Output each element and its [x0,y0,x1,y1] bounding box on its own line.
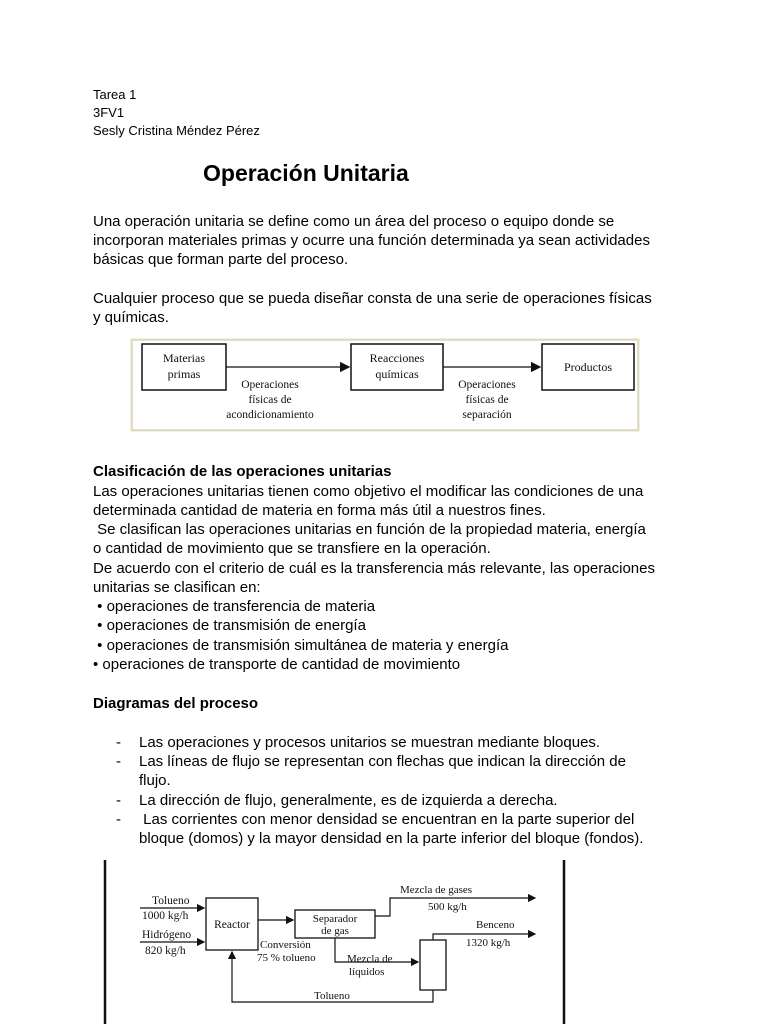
classification-bullet: • operaciones de transmisión de energía [93,617,366,634]
classification-line: determinada cantidad de materia en forma más útil a nuestros fines. [93,502,546,519]
classification-line: Las operaciones unitarias tienen como objetivo el modificar las condiciones de una [93,483,644,500]
classification-bullet: • operaciones de transporte de cantidad de movimiento [93,656,461,673]
gases-flow-label: 500 kg/h [428,901,467,913]
hidrogeno-label: Hidrógeno [142,929,192,941]
reactor-block [206,898,258,950]
hidrogeno-flow-label: 820 kg/h [145,945,186,957]
list-dash: - [116,734,121,751]
label2-line: Operaciones [458,379,516,391]
box3-label: Productos [564,360,612,374]
label2-line: físicas de [465,394,509,406]
mezcla-liquidos-line: líquidos [349,966,385,978]
list-item-cont: bloque (domos) y la mayor densidad en la parte inferior del bloque (fondos). [139,830,644,847]
box-materias-primas [142,344,226,390]
tolueno-in-label: Tolueno [152,895,190,907]
classification-line: unitarias se clasifican en: [93,579,261,596]
box1-line: Materias [163,351,205,365]
benceno-flow-label: 1320 kg/h [466,937,511,949]
intro-line: Una operación unitaria se define como un área del proceso o equipo donde se [93,213,615,230]
box-productos [542,344,634,390]
classification-bullet: • operaciones de transferencia de materia [93,598,376,615]
conversion-line: 75 % tolueno [257,952,316,964]
list-item: Las líneas de flujo se representan con flechas que indican la dirección de [139,753,626,770]
label2-line: separación [462,409,512,421]
task-label: Tarea 1 [93,87,137,102]
intro-line: incorporan materiales primas y ocurre una función determinada ya sean actividades [93,232,650,249]
reactor-label: Reactor [214,919,250,931]
benceno-label: Benceno [476,919,515,931]
list-item: Las operaciones y procesos unitarios se muestran mediante bloques. [139,734,601,751]
classification-heading: Clasificación de las operaciones unitarias [93,463,392,480]
page-title: Operación Unitaria [203,160,409,186]
list-item: Las corrientes con menor densidad se encuentran en la parte superior del [139,811,635,828]
intro-line: básicas que forman parte del proceso. [93,251,349,268]
box2-line: Reacciones [369,351,425,365]
list-item: La dirección de flujo, generalmente, es de izquierda a derecha. [139,792,558,809]
author-name: Sesly Cristina Méndez Pérez [93,123,260,138]
block-diagram [130,338,640,432]
separador-block [295,910,375,938]
conversion-line: Conversión [260,939,311,951]
tolueno-flow-label: 1000 kg/h [142,910,189,922]
diagrams-heading: Diagramas del proceso [93,695,259,712]
separador-line: Separador [312,913,358,925]
list-dash: - [116,792,121,809]
box-reacciones [351,344,443,390]
mezcla-gases-label: Mezcla de gases [400,884,473,896]
separador-line: de gas [321,925,349,937]
classification-line: o cantidad de movimiento que se transfiere en la operación. [93,540,491,557]
intro2-line: y químicas. [93,309,169,326]
box2-line: químicas [375,367,419,381]
label1-line: físicas de [248,394,292,406]
list-item-cont: flujo. [139,772,171,789]
column-block [420,940,446,990]
label1-line: acondicionamiento [226,409,314,421]
group-label: 3FV1 [93,105,125,120]
classification-line: Se clasifican las operaciones unitarias en función de la propiedad materia, energía [93,521,646,538]
tolueno-recycle-label: Tolueno [314,990,350,1002]
process-flow-diagram [100,856,570,1024]
list-dash: - [116,753,121,770]
list-dash: - [116,811,121,828]
intro2-line: Cualquier proceso que se pueda diseñar consta de una serie de operaciones físicas [93,290,652,307]
classification-bullet: • operaciones de transmisión simultánea de materia y energía [93,637,509,654]
label1-line: Operaciones [241,379,299,391]
classification-line: De acuerdo con el criterio de cuál es la transferencia más relevante, las operaciones [93,560,655,577]
mezcla-liquidos-line: Mezcla de [347,953,393,965]
box1-line: primas [167,367,201,381]
